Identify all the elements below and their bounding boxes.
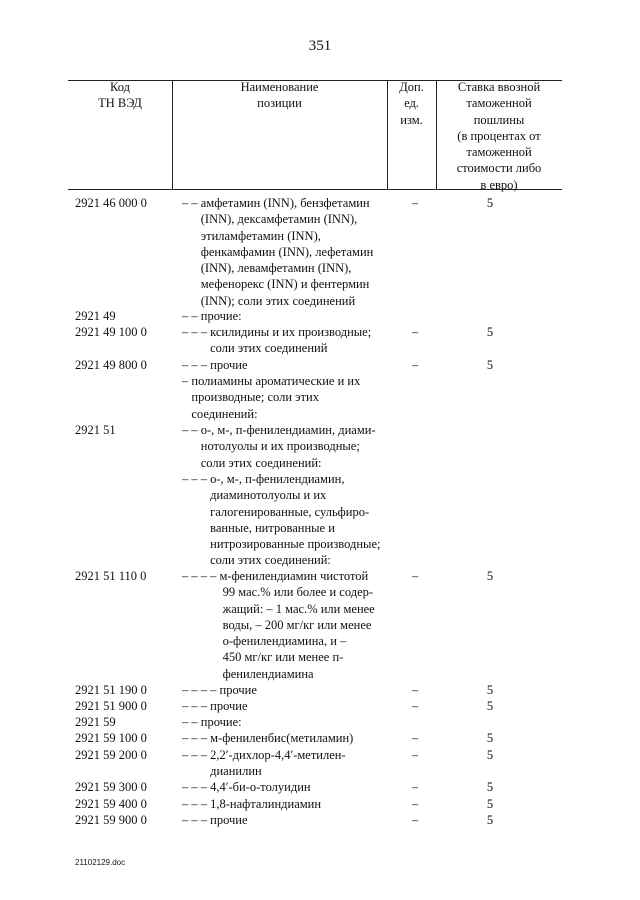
row-name: – – – 1,8-нафталиндиамин xyxy=(182,797,322,811)
row-name: – – прочие: xyxy=(182,309,242,323)
row-name: – – – м-фениленбис(метиламин) xyxy=(182,731,354,745)
row-rate: 5 xyxy=(486,813,494,827)
row-rate: 5 xyxy=(486,731,494,745)
row-unit: – xyxy=(411,325,419,339)
row-unit: – xyxy=(411,813,419,827)
row-rate: 5 xyxy=(486,748,494,762)
row-name: – – амфетамин (INN), бензфетамин (INN), дексамфетамин (INN), этиламфетамин (INN), фенкамфамин (INN), лефетамин (INN), левамфетамин (INN), мефенорекс (INN) и фентермин (INN); соли этих соединений xyxy=(182,196,374,308)
row-code: 2921 59 400 0 xyxy=(75,797,147,811)
row-rate: 5 xyxy=(486,780,494,794)
row-unit: – xyxy=(411,683,419,697)
row-code: 2921 59 100 0 xyxy=(75,731,147,745)
footer-filename: 21102129.doc xyxy=(75,858,126,867)
row-name: – – – прочие xyxy=(182,358,248,372)
row-code: 2921 59 200 0 xyxy=(75,748,147,762)
row-code: 2921 46 000 0 xyxy=(75,196,147,210)
header-code: Код ТН ВЭД xyxy=(98,80,142,111)
row-name: – – прочие: xyxy=(182,715,242,729)
row-rate: 5 xyxy=(486,699,494,713)
row-unit: – xyxy=(411,569,419,583)
row-name: – – – прочие xyxy=(182,699,248,713)
row-code: 2921 49 xyxy=(75,309,116,323)
row-code: 2921 51 900 0 xyxy=(75,699,147,713)
row-code: 2921 49 100 0 xyxy=(75,325,147,339)
row-code: 2921 51 110 0 xyxy=(75,569,147,583)
row-rate: 5 xyxy=(486,196,494,210)
page-number: 351 xyxy=(308,38,332,54)
row-code: 2921 51 xyxy=(75,423,116,437)
row-unit: – xyxy=(411,780,419,794)
row-rate: 5 xyxy=(486,569,494,583)
row-unit: – xyxy=(411,797,419,811)
row-code: 2921 49 800 0 xyxy=(75,358,147,372)
row-code: 2921 59 900 0 xyxy=(75,813,147,827)
row-unit: – xyxy=(411,196,419,210)
row-rate: 5 xyxy=(486,683,494,697)
row-name: – – – 2,2′-дихлор-4,4′-метилен- дианилин xyxy=(182,748,346,779)
row-name: – – – – прочие xyxy=(182,683,257,697)
row-name: – полиамины ароматические и их производные; соли этих соединений: xyxy=(182,374,361,421)
row-code: 2921 59 xyxy=(75,715,116,729)
row-rate: 5 xyxy=(486,797,494,811)
row-unit: – xyxy=(411,699,419,713)
header-unit: Доп. ед. изм. xyxy=(399,80,424,127)
row-rate: 5 xyxy=(486,325,494,339)
header-rate: Ставка ввозной таможенной пошлины (в процентах от таможенной стоимости либо в евро) xyxy=(456,80,542,192)
row-name: – – – ксилидины и их производные; соли этих соединений xyxy=(182,325,372,356)
row-code: 2921 59 300 0 xyxy=(75,780,147,794)
row-name: – – о-, м-, п-фенилендиамин, диами- нотолуолы и их производные; соли этих соединений: xyxy=(182,423,376,470)
row-name: – – – прочие xyxy=(182,813,248,827)
header-name: Наименование позиции xyxy=(240,80,319,111)
row-name: – – – – м-фенилендиамин чистотой 99 мас.% или более и содер- жащий: – 1 мас.% или менее воды, – 200 мг/кг или менее о-фенилендиамина, и – 450 мг/кг или менее п- фенилендиамина xyxy=(182,569,375,681)
row-name: – – – о-, м-, п-фенилендиамин, диаминотолуолы и их галогенированные, сульфиро- ванные, нитрованные и нитрозированные производные; соли этих соединений: xyxy=(182,472,381,568)
row-unit: – xyxy=(411,731,419,745)
row-code: 2921 51 190 0 xyxy=(75,683,147,697)
row-unit: – xyxy=(411,358,419,372)
row-rate: 5 xyxy=(486,358,494,372)
row-unit: – xyxy=(411,748,419,762)
row-name: – – – 4,4′-би-о-толуидин xyxy=(182,780,311,794)
